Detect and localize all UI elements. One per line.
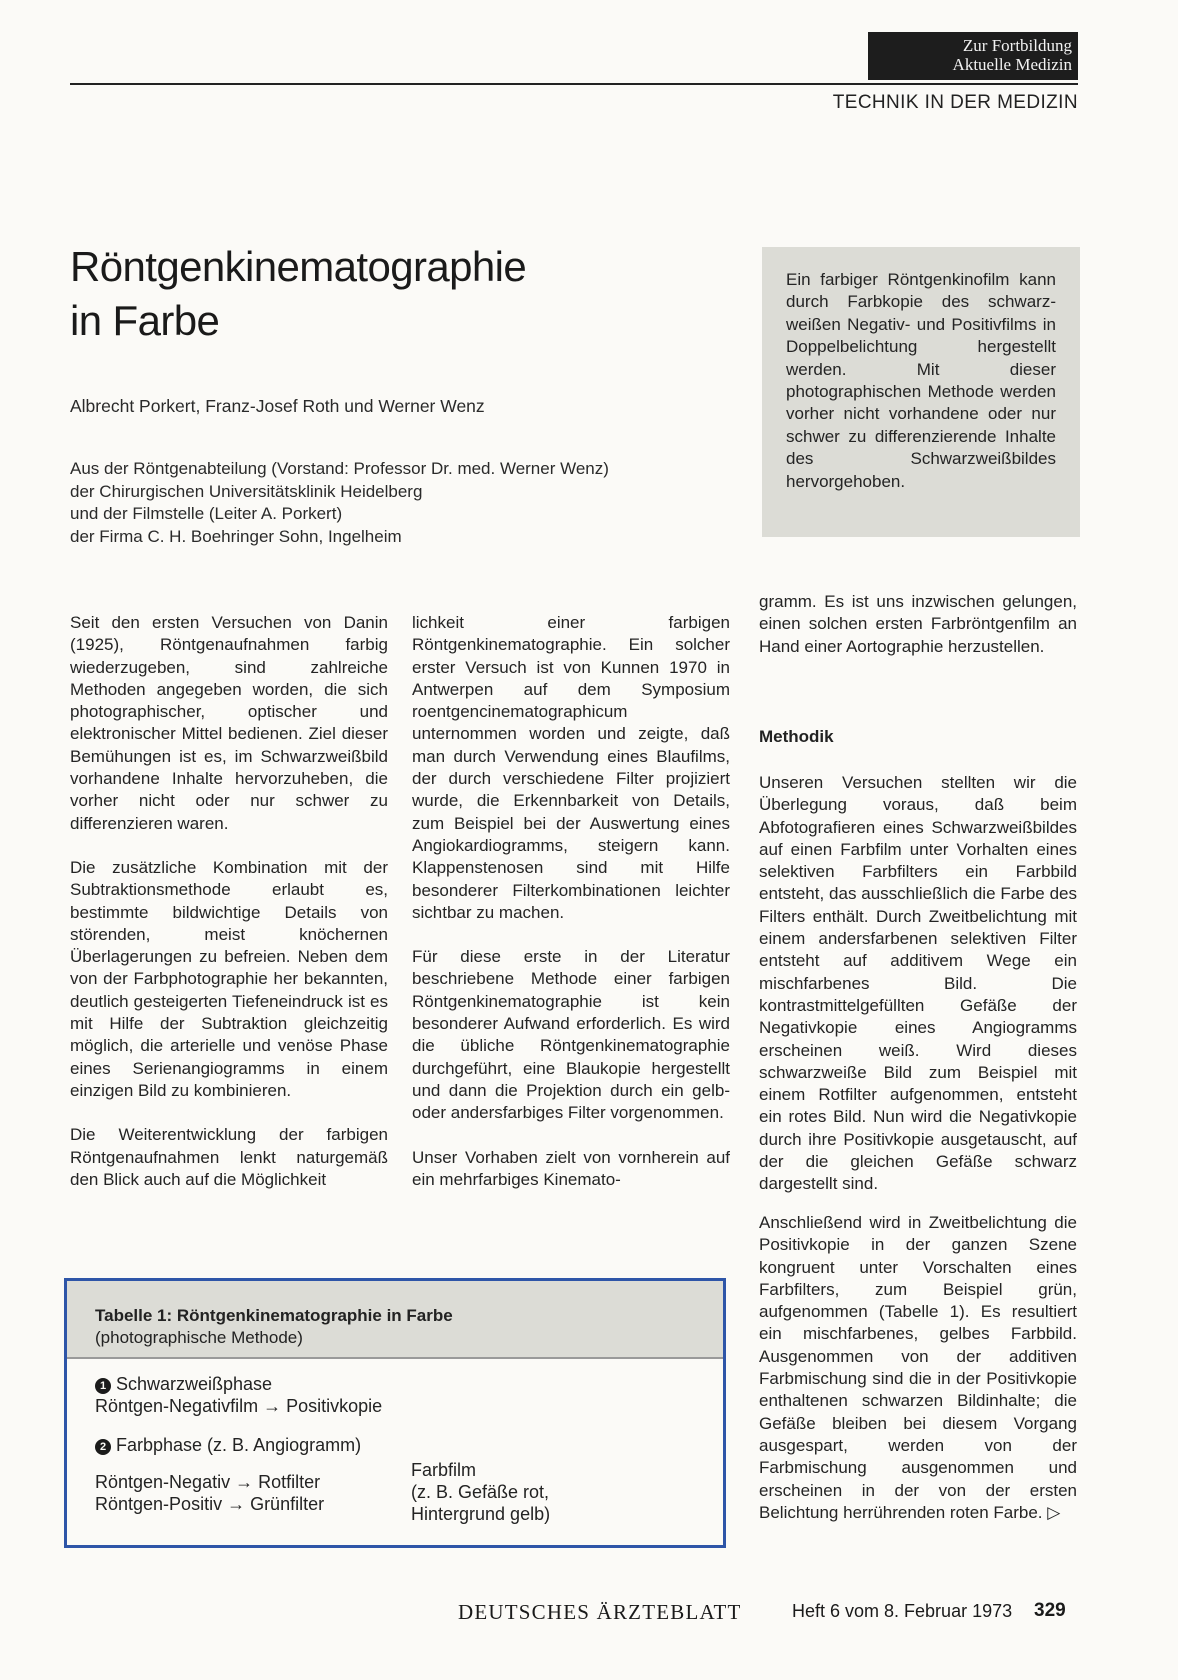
result-line-3: Hintergrund gelb) bbox=[411, 1504, 551, 1524]
number-badge-icon: 2 bbox=[95, 1439, 111, 1455]
badge-line-1: Zur Fortbildung bbox=[962, 36, 1072, 55]
paragraph: Seit den ersten Versuchen von Danin (1925), Röntgenaufnahmen farbig wiederzugeben, sind zahlreiche Methoden angegeben worden, die sich photographischer, optischer und elektronischer Mittel bedienen. Ziel dieser Bemühungen ist es, im Schwarzweißbild vorhandene Inhalte hervorzuheben, die vorher nicht oder nur schwer zu differenzieren waren. bbox=[70, 613, 388, 833]
table-title: Tabelle 1: Röntgenkinematographie in Farbe bbox=[95, 1306, 453, 1325]
paragraph-text: Anschließend wird in Zweitbelichtung die Positivkopie in der ganzen Szene kongruent unter Vorschalten eines Farbfilters, zum Beispiel grün, aufgenommen (Tabelle 1). Es resultiert ein mischfarbenes, gelbes Farbbild. Ausgenommen von der additiven Farbmischung sind die in der Positivkopie enthaltenen schwarzen Bildinhalte; die Gefäße bleiben bei diesem Vorgang ausgespart, werden von der Farbmischung ausgenommen und erscheinen in der von der ersten Belichtung herrührenden roten Farbe. bbox=[759, 1213, 1077, 1522]
body-column-3-bottom bbox=[759, 1212, 1077, 1546]
result-line-2: (z. B. Gefäße rot, bbox=[411, 1482, 550, 1502]
issue-info: Heft 6 vom 8. Februar 1973 bbox=[792, 1601, 1013, 1621]
phase-1-line: Röntgen-Negativfilm → Positivkopie bbox=[95, 1396, 383, 1416]
affiliation bbox=[70, 458, 609, 548]
author-list: Albrecht Porkert, Franz-Josef Roth und Werner Wenz bbox=[70, 396, 485, 416]
paragraph: gramm. Es ist uns inzwischen gelungen, einen solchen ersten Farbröntgenfilm an Hand einer Aortographie herzustellen. bbox=[759, 592, 1077, 656]
badge-line-2: Aktuelle Medizin bbox=[952, 55, 1072, 74]
phase-2-line-2: Röntgen-Positiv → Grünfilter bbox=[95, 1494, 325, 1514]
title-line-1: Röntgenkinematographie bbox=[70, 243, 527, 290]
paragraph: Unser Vorhaben zielt von vornherein auf ein mehrfarbiges Kinemato- bbox=[412, 1147, 730, 1189]
paragraph: Die Weiterentwicklung der farbigen Röntgenaufnahmen lenkt naturgemäß den Blick auch auf die Möglichkeit bbox=[70, 1125, 388, 1189]
paragraph: lichkeit einer farbigen Röntgenkinematographie. Ein solcher erster Versuch ist von Kunnen 1970 in Antwerpen auf dem Symposium roentgencinematographicum unternommen worden und zeigte, daß man durch Verwendung eines Blaufilms, der durch verschiedene Filter projiziert wurde, die Erkennbarkeit von Details, zum Beispiel bei der Auswertung eines Angiokardiogramms, steigern kann. Klappenstenosen sind mit Hilfe besonderer Filterkombinationen leichter sichtbar zu machen. bbox=[412, 613, 730, 922]
phase-2-line-1: Röntgen-Negativ → Rotfilter bbox=[95, 1472, 321, 1492]
affiliation-line: Aus der Röntgenabteilung (Vorstand: Professor Dr. med. Werner Wenz) bbox=[70, 459, 609, 478]
paragraph bbox=[759, 1212, 1077, 1524]
article-title bbox=[70, 240, 730, 348]
table-header bbox=[67, 1281, 723, 1359]
header-rule bbox=[70, 83, 1078, 85]
body-column-1 bbox=[70, 612, 388, 1213]
phase-2 bbox=[95, 1434, 361, 1456]
number-badge-icon: 1 bbox=[95, 1378, 111, 1394]
affiliation-line: der Chirurgischen Universitätsklinik Heidelberg bbox=[70, 481, 423, 501]
table-subtitle: (photographische Methode) bbox=[95, 1328, 303, 1347]
body-column-2 bbox=[412, 612, 730, 1213]
journal-name: DEUTSCHES ÄRZTEBLATT bbox=[458, 1600, 742, 1624]
continue-arrow-icon: ▷ bbox=[1047, 1502, 1061, 1522]
page-number: 329 bbox=[1034, 1600, 1066, 1621]
phase-2-label: Farbphase (z. B. Angiogramm) bbox=[116, 1435, 362, 1455]
phase-1-label: Schwarzweißphase bbox=[116, 1374, 273, 1394]
paragraph: Die zusätzliche Kombination mit der Subtraktionsmethode erlaubt es, bestimmte bildwichtige Details von störenden, meist knöchernen Überlagerungen zu befreien. Neben dem von der Farbphotographie her bekannten, deutlich gesteigerten Tiefeneindruck ist es mit Hilfe der Subtraktion gleichzeitig möglich, die arterielle und venöse Phase eines Serienangiogramms in einem einzigen Bild zu kombinieren. bbox=[70, 857, 388, 1100]
phase-2-result bbox=[411, 1459, 550, 1525]
affiliation-line: der Firma C. H. Boehringer Sohn, Ingelheim bbox=[70, 526, 402, 546]
phase-1 bbox=[95, 1373, 382, 1417]
title-line-2: in Farbe bbox=[70, 297, 220, 344]
body-column-3-methodik bbox=[759, 772, 1077, 1218]
rubric-label: TECHNIK IN DER MEDIZIN bbox=[832, 92, 1078, 113]
table-1 bbox=[64, 1278, 726, 1548]
abstract-box: Ein farbiger Röntgenkinofilm kann durch Farbkopie des schwarz-weißen Negativ- und Positivfilms in Doppelbelichtung hergestellt werden. Mit dieser photographischen Methode werden vorher nicht vorhandene oder nur schwer zu differenzierende Inhalte des Schwarzweißbildes hervorgehoben. bbox=[762, 247, 1080, 537]
affiliation-line: und der Filmstelle (Leiter A. Porkert) bbox=[70, 504, 343, 523]
paragraph: Für diese erste in der Literatur beschriebene Methode einer farbigen Röntgenkinematographie ist kein besonderer Aufwand erforderlich. Es wird die übliche Röntgenkinematographie durchgeführt, eine Blaukopie hergestellt und dann die Projektion durch ein gelb- oder andersfarbiges Filter vorgenommen. bbox=[412, 947, 730, 1123]
body-column-3-top bbox=[759, 591, 1077, 680]
result-line-1: Farbfilm bbox=[411, 1460, 477, 1480]
section-heading-methodik: Methodik bbox=[759, 727, 834, 746]
paragraph: Unseren Versuchen stellten wir die Überlegung voraus, daß beim Abfotografieren eines Schwarzweißbildes auf einen Farbfilm unter Vorhalten eines selektiven Farbfilters ein Farbbild entsteht, das ausschließlich die Farbe des Filters enthält. Durch Zweitbelichtung mit einem andersfarbenen selektiven Filter entsteht auf additivem Wege ein mischfarbenes Bild. Die kontrastmittelgefüllten Gefäße der Negativkopie eines Angiogramms erscheinen weiß. Wird dieses schwarzweiße Bild zum Beispiel mit einem Rotfilter aufgenommen, entsteht ein rotes Bild. Nun wird die Negativkopie durch ihre Positivkopie ausgetauscht, auf der die gleichen Gefäße schwarz dargestellt sind. bbox=[759, 773, 1077, 1194]
section-badge bbox=[868, 32, 1078, 80]
phase-2-steps bbox=[95, 1471, 324, 1515]
